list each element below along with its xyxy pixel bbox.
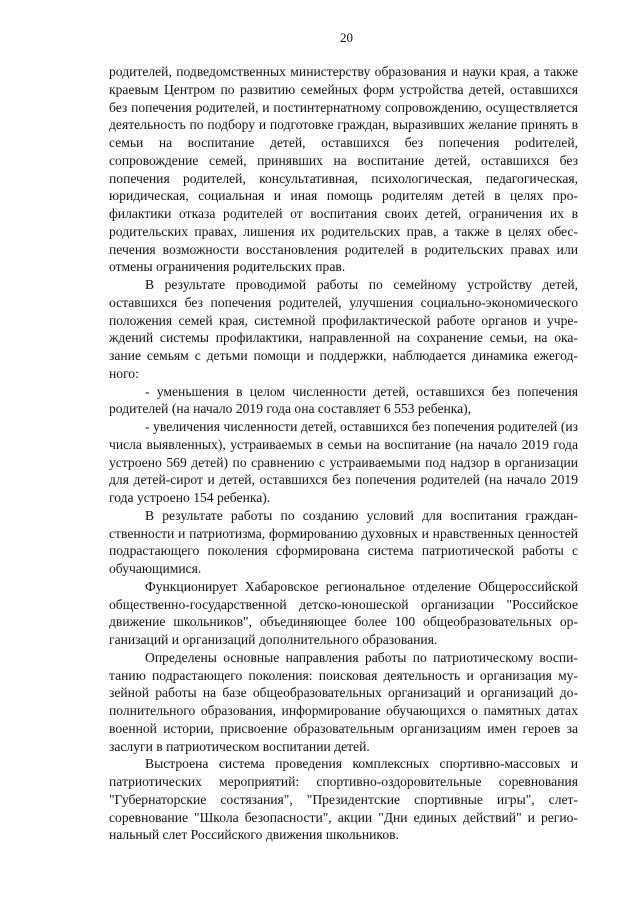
paragraph-increase-family-placement: - увеличения численности детей, оставшихся без попечения родителей (из числа выявленных), устраиваемых в семьи на воспитание (на начало 2019 года устроено 569 детей) по сравнению с устраиваемыми под надзор в организации для детей-сирот и детей, оставшихся без попечения родителей (на начало 2019 года устроено 154 ребенка).	[109, 419, 578, 505]
document-body	[109, 63, 578, 844]
paragraph-patriotic-directions: Определены основные направления работы по патриотическому воспитанию подрастающего поколения: поисковая деятельность и организация музейной работы на базе общеобразовательных организаций и организаций дополнительного образования, информирование обучающихся о памятных датах военной истории, присвоение образовательным организациям имен героев за заслуги в патриотическом воспитании детей.	[109, 649, 578, 754]
paragraph-sports-events: Выстроена система проведения комплексных спортивно-массовых и патриотических мероприятий: спортивно-оздоровительные соревнования "Губернаторские состязания", "Президентские спортивные игры", слет-соревнование "Школа безопасности", акции "Дни единых действий" и региональный слет Российского движения школьников.	[109, 756, 578, 843]
paragraph-patriotic-system: В результате работы по созданию условий для воспитания гражданственности и патриотизма, формированию духовных и нравственных ценностей подрастающего поколения сформирована система патриотической работы с обучающимися.	[109, 507, 578, 576]
page-number: 20	[340, 30, 353, 45]
paragraph-regional-branch: Функционирует Хабаровское региональное отделение Общероссийской общественно-государственной детско-юношеской организации "Российское движение школьников", объединяющее более 100 общеобразовательных организаций и организаций дополнительного образования.	[109, 578, 578, 647]
paragraph-decrease-children-count: - уменьшения в целом численности детей, оставшихся без попечения родителей (на начало 2019 года она составляет 6 553 ребенка),	[109, 383, 578, 417]
paragraph-family-placement-results: В результате проводимой работы по семейному устройству детей, оставшихся без попечения родителей, улучшения социально-экономического положения семей края, системной профилактической работе органов и учреждений системы профилактики, направленной на сохранение семьи, на оказание семьям с детьми помощи и поддержки, наблюдается динамика ежегодного:	[109, 277, 578, 381]
paragraph-parent-support: родителей, подведомственных министерству образования и науки края, а также краевым Центром по развитию семейных форм устройства детей, оставшихся без попечения родителей, и постинтернатному сопровождению, осуществляется деятельность по подбору и подготовке граждан, выразивших желание принять в семьи на воспитание детей, оставшихся без попечения роdителей, сопровождение семей, принявших на воспитание детей, оставшихся без попечения родителей, консультативная, психологическая, педагогическая, юридическая, социальная и иная помощь родителям детей в целях профилактики отказа родителей от воспитания своих детей, ограничения их в родительских правах, лишения их родительских прав, а также в целях обеспечения возможности восстановления родителей в родительских правах или отмены ограничения родительских прав.	[109, 64, 578, 275]
